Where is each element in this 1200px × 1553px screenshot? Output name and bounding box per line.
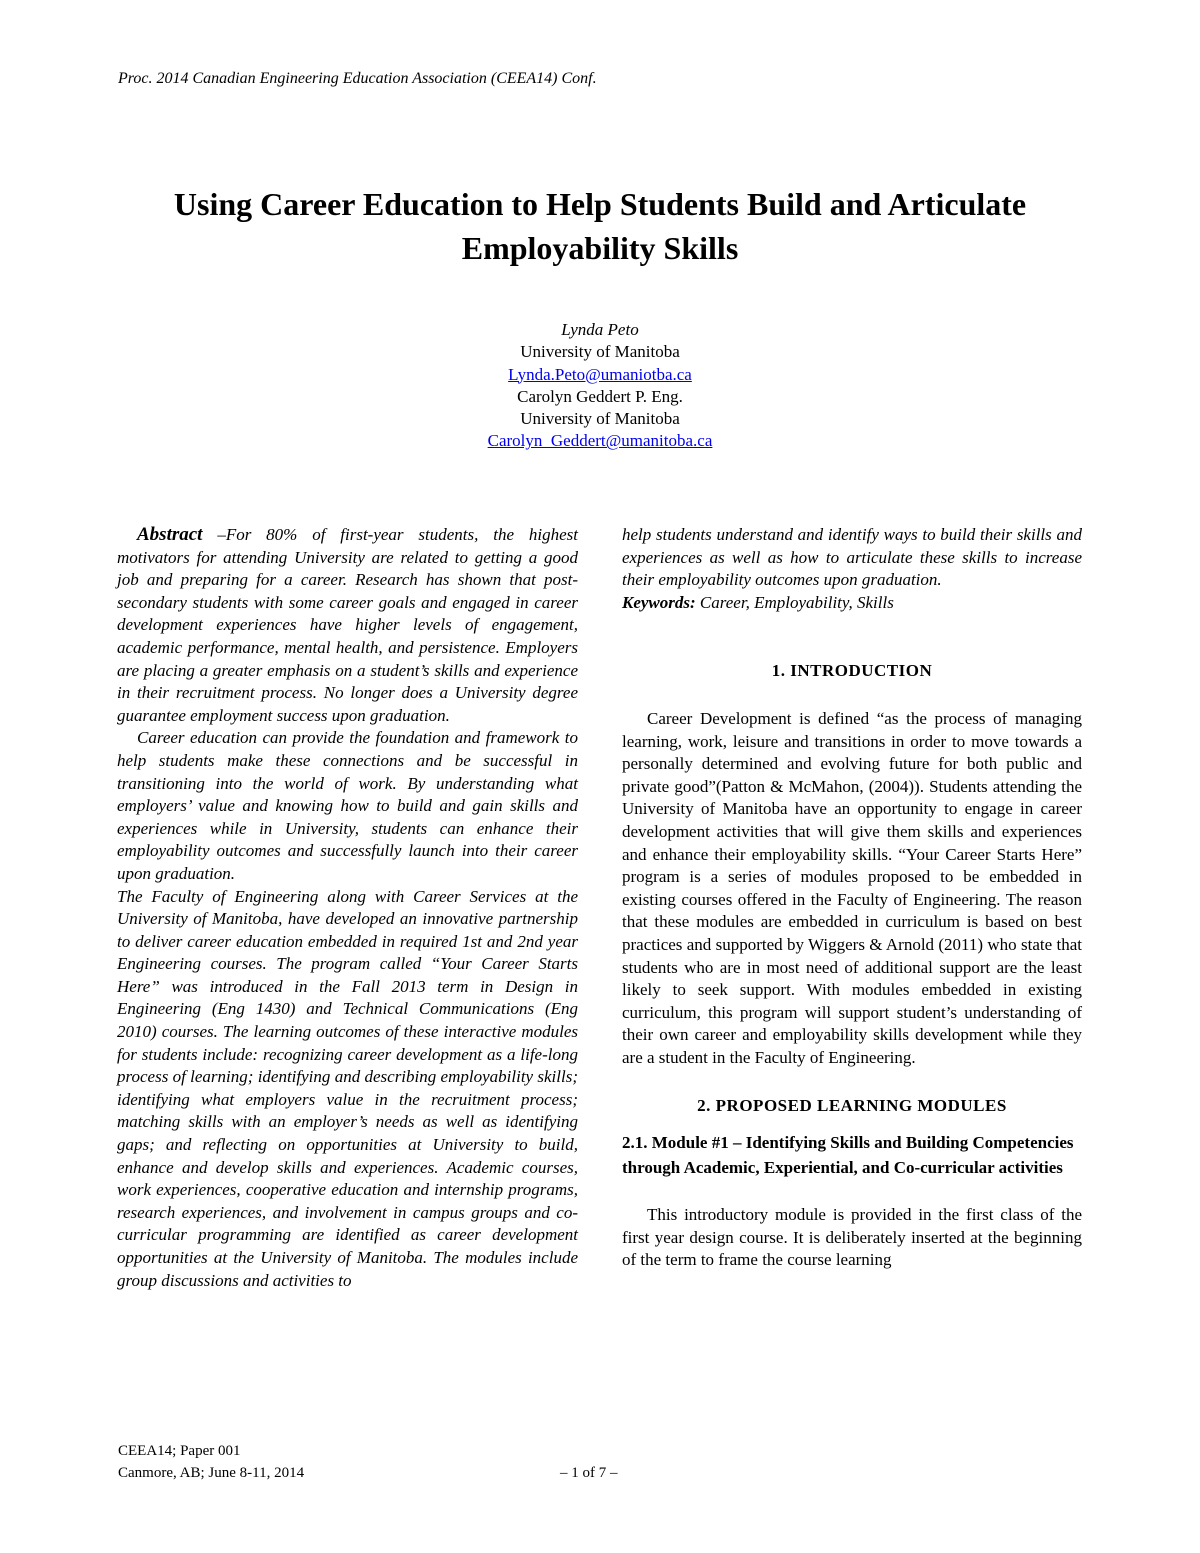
author-1-email-link[interactable]: Lynda.Peto@umaniotba.ca <box>508 364 692 384</box>
abstract-label: Abstract <box>137 524 203 545</box>
author-1-affiliation: University of Manitoba <box>520 342 680 362</box>
title-line-2: Employability Skills <box>461 230 739 266</box>
abstract-continuation: help students understand and identify ways to build their skills and experiences as well as how to articulate these skills to increase their employability outcomes upon graduation. <box>622 525 1082 590</box>
section-2-heading: 2. PROPOSED LEARNING MODULES <box>697 1096 1007 1116</box>
page-number: – 1 of 7 – <box>560 1465 618 1481</box>
footer-paper-id: CEEA14; Paper 001 <box>118 1443 241 1459</box>
footer-info <box>118 1440 304 1484</box>
author-1-name: Lynda Peto <box>561 320 639 339</box>
left-column <box>117 524 578 1292</box>
abstract-text-1: –For 80% of first-year students, the highest motivators for attending University are related to getting a good job and preparing for a career. Research has shown that post-secondary students with some career goals and engaged in career development experiences have higher levels of engagement, academic performance, mental health, and persistence. Employers are placing a greater emphasis on a student’s skills and experience in their recruitment process. No longer does a University degree guarantee employment success upon graduation. <box>117 525 578 725</box>
section-2-1-paragraph: This introductory module is provided in the first class of the first year design course. It is deliberately inserted at the beginning of the term to frame the course learning <box>622 1205 1082 1270</box>
keywords-label: Keywords: <box>622 592 696 612</box>
section-2-1-heading: 2.1. Module #1 – Identifying Skills and Building Competencies through Academic, Experiential, and Co-curricular activities <box>622 1133 1074 1177</box>
keywords-text: Career, Employability, Skills <box>695 592 894 612</box>
keywords-line <box>622 592 1082 615</box>
abstract-paragraph-1 <box>117 524 578 727</box>
author-2-affiliation: University of Manitoba <box>520 409 680 429</box>
author-2-email-link[interactable]: Carolyn_Geddert@umanitoba.ca <box>487 431 713 451</box>
right-column <box>622 524 1082 1272</box>
section-1-paragraph: Career Development is defined “as the process of managing learning, work, leisure and transitions in order to move towards a personally determined and evolving future for both public and private good”(Patton & McMahon, (2004)). Students attending the University of Manitoba have an opportunity to engage in career development activities that will give them skills and experiences and enhance their employability skills. “Your Career Starts Here” program is a series of modules proposed to be embedded in existing courses offered in the Faculty of Engineering. The reason that these modules are embedded in curriculum is based on best practices and supported by Wiggers & Arnold (2011) who state that students who are in most need of additional support are the least likely to seek support. With modules embedded in existing curriculum, this program will support student’s understanding of their own career and employability skills development while they are a student in the Faculty of Engineering. <box>622 708 1082 1067</box>
abstract-paragraph-3: The Faculty of Engineering along with Career Services at the University of Manitoba, have developed an innovative partnership to deliver career education embedded in required 1st and 2nd year Engineering courses. The program called “Your Career Starts Here” was introduced in the Fall 2013 term in Design in Engineering (Eng 1430) and Technical Communications (Eng 2010) courses. The learning outcomes of these interactive modules for students include: recognizing career development as a life-long process of learning; identifying and describing employability skills; identifying what employers value in the recruitment process; matching skills with an employer’s needs as well as identifying gaps; and reflecting on opportunities at University to build, enhance and develop skills and experiences. Academic courses, work experiences, cooperative education and internship programs, research experiences, and involvement in campus groups and co-curricular programming are identified as career development opportunities at the University of Manitoba. The modules include group discussions and activities to <box>117 886 578 1290</box>
footer-location-date: Canmore, AB; June 8-11, 2014 <box>118 1465 305 1481</box>
abstract-paragraph-2: Career education can provide the foundation and framework to help students make these connections and be successful in transitioning into the world of work. By understanding what employers’ value and knowing how to build and gain skills and experiences while in University, students can enhance their employability outcomes and successfully launch into their career upon graduation. <box>117 728 578 883</box>
title-line-1: Using Career Education to Help Students Build and Articulate <box>173 186 1027 222</box>
author-block <box>300 319 900 453</box>
section-1-heading: 1. INTRODUCTION <box>771 661 933 681</box>
paper-title <box>100 182 1100 270</box>
running-header: Proc. 2014 Canadian Engineering Education Association (CEEA14) Conf. <box>118 70 597 87</box>
author-2-name: Carolyn Geddert P. Eng. <box>517 386 683 406</box>
